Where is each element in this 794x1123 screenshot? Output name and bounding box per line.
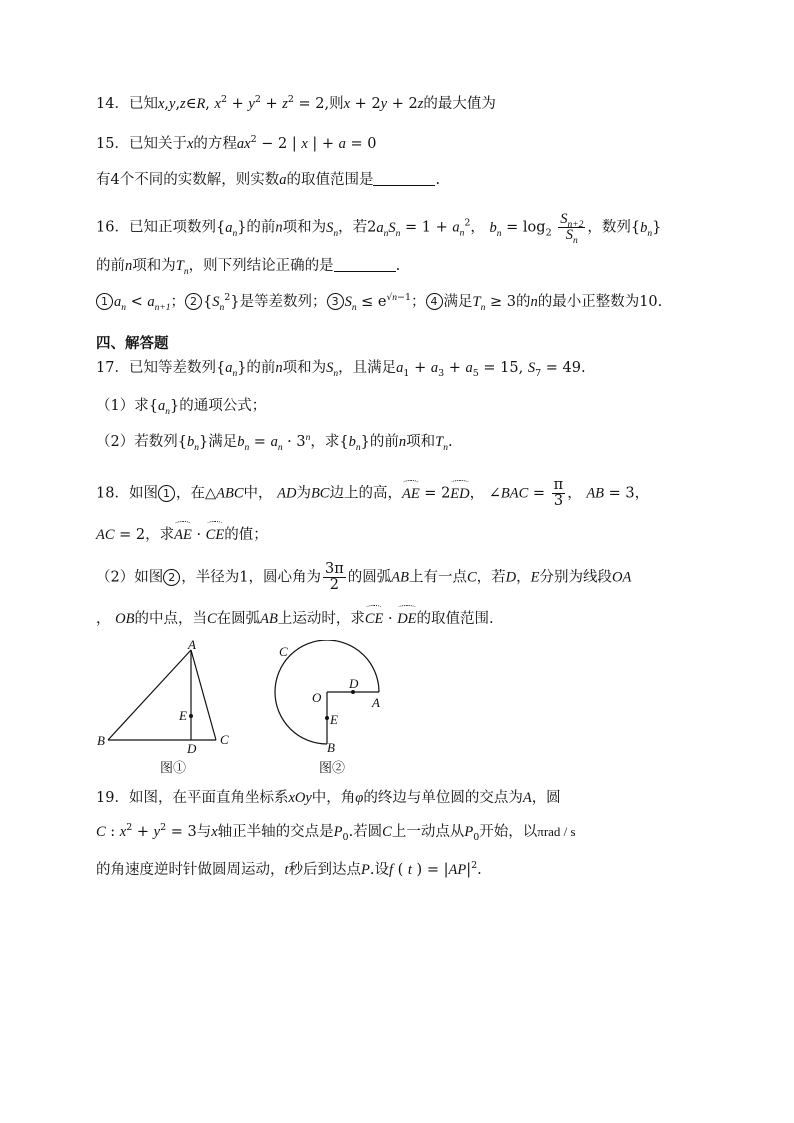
q16-line1: 16．已知正项数列$\{a_n\}$的前n项和为$S_n$，若$2a_nS_n = 1 + a_n^2$， $b_n = \log_2$ $\frac{S_{n+2}}{S_n}$ ，数列$\{b_n\}$ [96,211,662,246]
section-heading: 四、解答题 [96,336,169,352]
triangle-figure [94,640,244,755]
answer-blank [334,258,396,272]
answer-blank [373,172,435,186]
label-A: A [372,695,380,710]
figure2-caption: 图② [319,761,346,776]
q14-number: 14． [96,96,129,112]
q18-part2-line2: ， OB的中点，当C在圆弧AB上运动时，求CE · DE的取值范围. [96,606,494,629]
arc-figure [264,640,394,755]
q18-line1: 18．如图 1 ，在△ABC中， AD为BC边上的高，AE = 2ED， ∠BAC = $\frac{\pi}{3}$ ， AB = 3， [96,477,650,509]
q19-number: 19． [96,790,129,806]
q17-part2: （2）若数列$\{b_n\}$满足$b_n = a_n \cdot 3^n$，求$\{b_n\}$的前n项和$T_n$. [96,433,453,453]
label-B: B [327,740,335,755]
q15-line2: 有4个不同的实数解，则实数a的取值范围是 . [96,172,441,188]
q15-line: 15．已知关于x的方程$ax^2 - 2$ | x | + a = 0 [96,134,377,152]
label-E: E [179,708,187,723]
label-O: O [312,690,322,705]
q16-number: 16． [96,219,129,236]
q19-line3: 的角速度逆时针做圆周运动，t秒后到达点P.设f ( t ) = $|AP|^2$. [96,860,482,878]
label-E: E [330,712,338,727]
q18-line2: AC = 2，求AE · CE的值； [96,522,268,545]
q14-line: 14．已知x,y,z∈R, $x^2 + y^2 + z^2 = 2$,则x + 2y + 2z的最大值为 [96,94,496,112]
q15-number: 15． [96,136,129,152]
q19-line2: C : $x^2 + y^2 = 3$与x轴正半轴的交点是$P_0$.若圆C上一动点从$P_0$开始，以πrad / s [96,822,576,843]
q16-line2: 的前n项和为$T_n$，则下列结论正确的是 . [96,258,401,277]
q16-options: 1 $a_n < a_{n+1}$； 2 $\{S_n^2\}$是等差数列； 3 $S_n \le e^{√n-1}$； 4 满足$T_n \ge 3$的n的最小正整数为10. [96,292,662,312]
figure1-caption: 图① [160,761,187,776]
q19-line1: 19．如图，在平面直角坐标系xOy中，角φ的终边与单位圆的交点为A，圆 [96,790,561,806]
label-D: D [349,676,359,691]
label-C: C [279,644,288,659]
q17-part1: （1）求$\{a_n\}$的通项公式； [96,398,267,417]
q17-line1: 17．已知等差数列$\{a_n\}$的前n项和为$S_n$，且满足$a_1 + a_3 + a_5 = 15$, $S_7 = 49$. [96,360,586,379]
q18-number: 18． [96,485,129,502]
q17-number: 17． [96,360,129,376]
q18-part2: （2）如图 2 ，半径为1，圆心角为 $\frac{3\pi}{2}$ 的圆弧AB上有一点C，若D，E分别为线段OA [96,561,632,593]
label-A: A [188,640,196,652]
label-C: C [220,732,229,747]
label-D: D [187,741,197,755]
label-B: B [97,733,105,748]
